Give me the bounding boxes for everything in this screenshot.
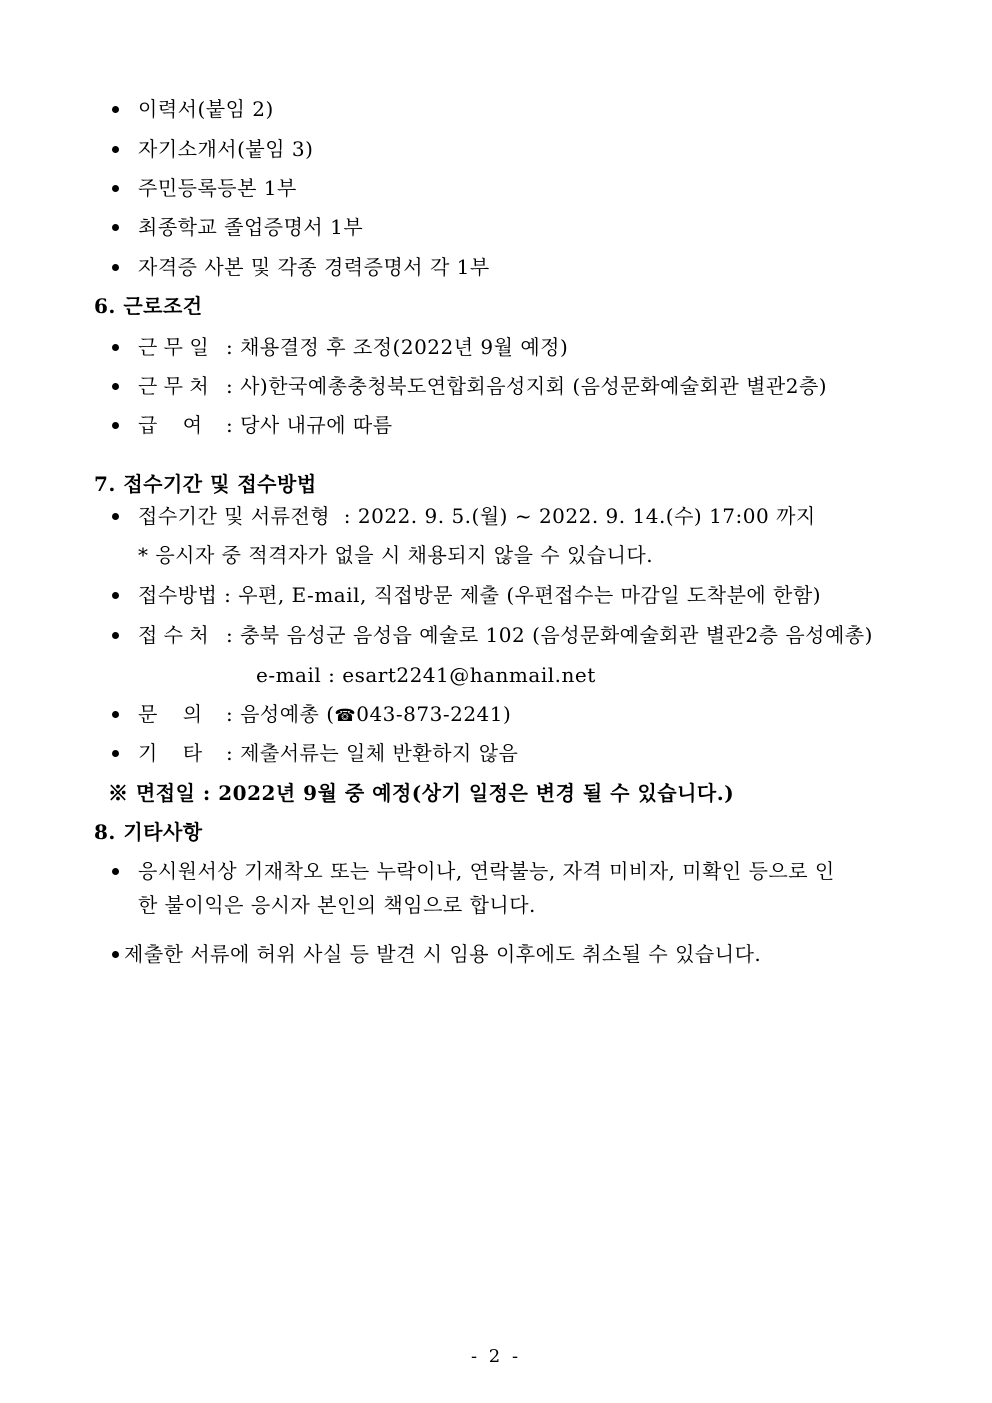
interview-notice: ※ 면접일 : 2022년 9월 중 예정(상기 일정은 변경 될 수 있습니다.) <box>108 781 735 805</box>
salary-value: : 당사 내규에 따름 <box>226 413 393 437</box>
work-place-value: : 사)한국예총충청북도연합회음성지회 (음성문화예술회관 별관2층) <box>226 374 828 398</box>
section7-title: 7. 접수기간 및 접수방법 <box>94 472 317 496</box>
section8-title: 8. 기타사항 <box>94 820 203 844</box>
salary-label: 급 여 <box>138 413 203 437</box>
notice-item-cancellation: 제출한 서류에 허위 사실 등 발견 시 임용 이후에도 취소될 수 있습니다. <box>124 942 762 966</box>
attachment-item-graduation-certificate: 최종학교 졸업증명서 1부 <box>138 215 364 239</box>
section6-title: 6. 근로조건 <box>94 294 203 318</box>
work-days-label: 근 무 일 <box>138 335 209 359</box>
work-place-label: 근 무 처 <box>138 374 209 398</box>
page-number: - 2 - <box>470 1346 522 1367</box>
inquiry-label: 문 의 <box>138 702 203 726</box>
phone-icon: ☎ <box>334 706 357 726</box>
application-period-note: * 응시자 중 적격자가 없을 시 채용되지 않을 수 있습니다. <box>138 543 654 567</box>
notice-item-responsibility: 응시원서상 기재착오 또는 누락이나, 연락불능, 자격 미비자, 미확인 등으로 인 <box>138 859 835 883</box>
attachment-item-cover-letter: 자기소개서(붙임 3) <box>138 137 314 161</box>
inquiry-prefix: : 음성예총 ( <box>226 702 335 726</box>
etc-value: : 제출서류는 일체 반환하지 않음 <box>226 741 519 765</box>
application-period: 접수기간 및 서류전형 : 2022. 9. 5.(월) ~ 2022. 9. 14.(수) 17:00 까지 <box>138 504 816 528</box>
application-method: 접수방법 : 우편, E-mail, 직접방문 제출 (우편접수는 마감일 도착분에 한함) <box>138 583 822 607</box>
etc-item <box>138 739 518 767</box>
application-place-value: : 충북 음성군 음성읍 예술로 102 (음성문화예술회관 별관2층 음성예총) <box>226 623 873 647</box>
work-days-value: : 채용결정 후 조정(2022년 9월 예정) <box>226 335 569 359</box>
etc-label: 기 타 <box>138 741 203 765</box>
notice-item-responsibility-continued: 한 불이익은 응시자 본인의 책임으로 합니다. <box>138 893 536 917</box>
work-place-item <box>138 372 827 400</box>
inquiry-phone-number: 043-873-2241) <box>356 702 512 726</box>
attachment-item-resident-register: 주민등록등본 1부 <box>138 176 297 200</box>
application-place-item <box>138 621 873 649</box>
work-days-item <box>138 333 568 361</box>
contact-email: e-mail : esart2241@hanmail.net <box>256 663 596 687</box>
inquiry-item <box>138 700 511 730</box>
attachment-item-resume: 이력서(붙임 2) <box>138 97 274 121</box>
application-place-label: 접 수 처 <box>138 623 209 647</box>
salary-item <box>138 411 393 439</box>
attachment-item-license-copy: 자격증 사본 및 각종 경력증명서 각 1부 <box>138 255 490 279</box>
